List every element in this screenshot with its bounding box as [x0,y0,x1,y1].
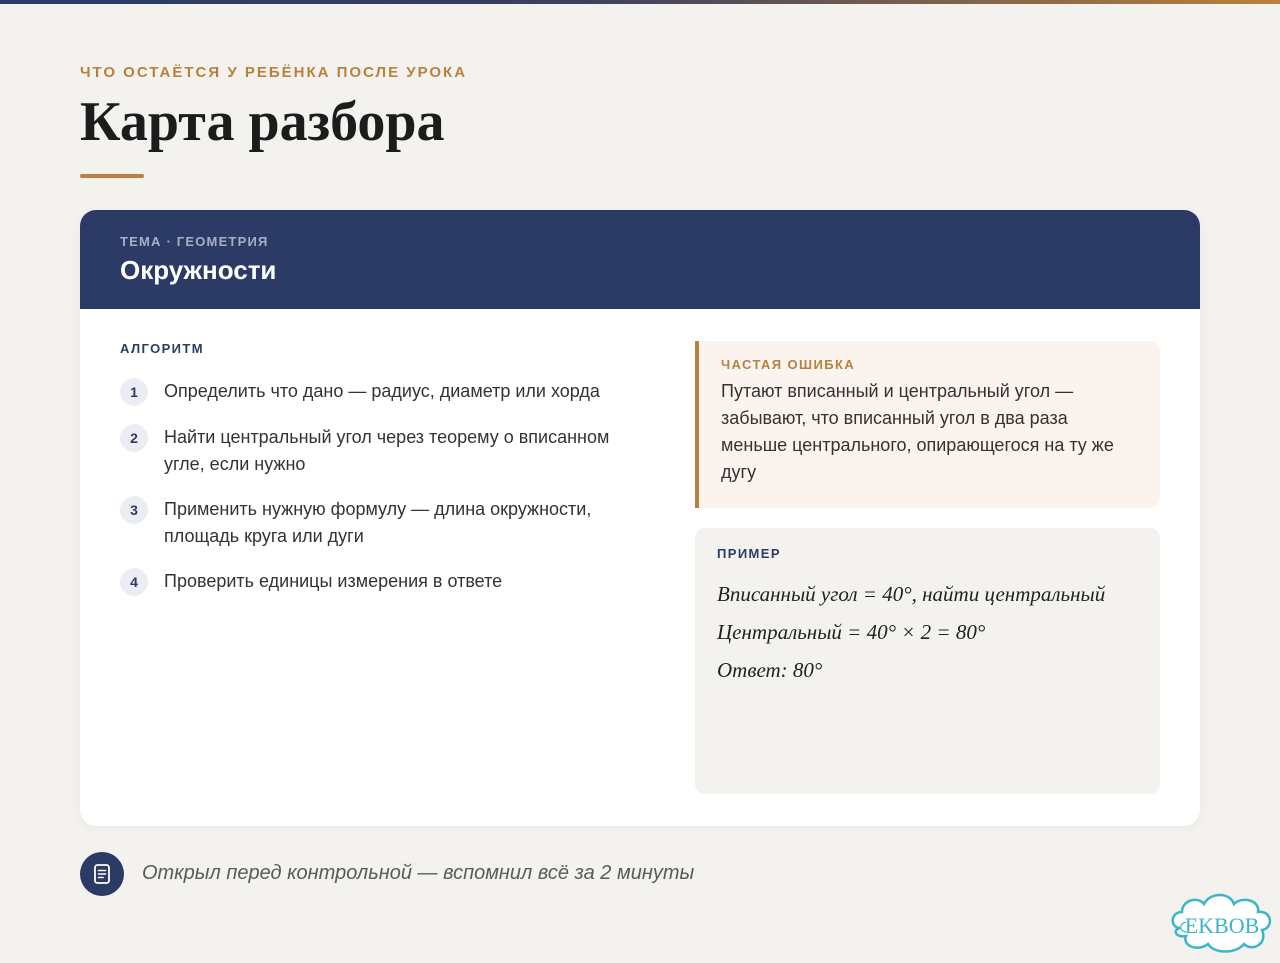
algorithm-steps [120,378,640,596]
document-icon [80,852,124,896]
step-text: Применить нужную формулу — длина окружности, площадь круга или дуги [164,499,592,546]
step-text: Определить что дано — радиус, диаметр или хорда [164,381,600,401]
step-number: 4 [120,568,148,596]
topic-label: ТЕМА · ГЕОМЕТРИЯ [120,234,269,249]
algorithm-step [120,424,640,478]
page-eyebrow: ЧТО ОСТАЁТСЯ У РЕБЁНКА ПОСЛЕ УРОКА [80,64,468,81]
summary-card [80,210,1200,826]
ekbob-logo [1166,888,1278,958]
example-line: Центральный = 40° × 2 = 80° [717,620,986,644]
example-label: ПРИМЕР [717,546,781,561]
top-accent-bar [0,0,1280,4]
svg-text:EKBOB: EKBOB [1184,913,1260,938]
topic-title: Окружности [120,255,277,285]
common-mistake-callout [695,341,1160,508]
step-number: 2 [120,424,148,452]
example-box [695,528,1160,794]
example-line: Ответ: 80° [717,658,823,682]
page-title: Карта разбора [80,91,445,153]
step-text: Найти центральный угол через теорему о вписанном угле, если нужно [164,427,610,474]
step-number: 3 [120,496,148,524]
algorithm-step [120,378,640,406]
example-line: Вписанный угол = 40°, найти центральный [717,582,1106,606]
footer-testimonial: Открыл перед контрольной — вспомнил всё за 2 минуты [142,862,695,884]
mistake-label: ЧАСТАЯ ОШИБКА [721,357,856,372]
step-text: Проверить единицы измерения в ответе [164,571,503,591]
algorithm-step [120,568,640,596]
title-underline [80,174,144,178]
example-lines [717,575,1138,689]
algorithm-section [120,341,640,614]
algorithm-step [120,496,640,550]
algorithm-label: АЛГОРИТМ [120,341,204,356]
card-header [80,210,1200,309]
mistake-text: Путают вписанный и центральный угол — забывают, что вписанный угол в два раза меньше центрального, опирающегося на ту же дугу [721,381,1114,482]
step-number: 1 [120,378,148,406]
